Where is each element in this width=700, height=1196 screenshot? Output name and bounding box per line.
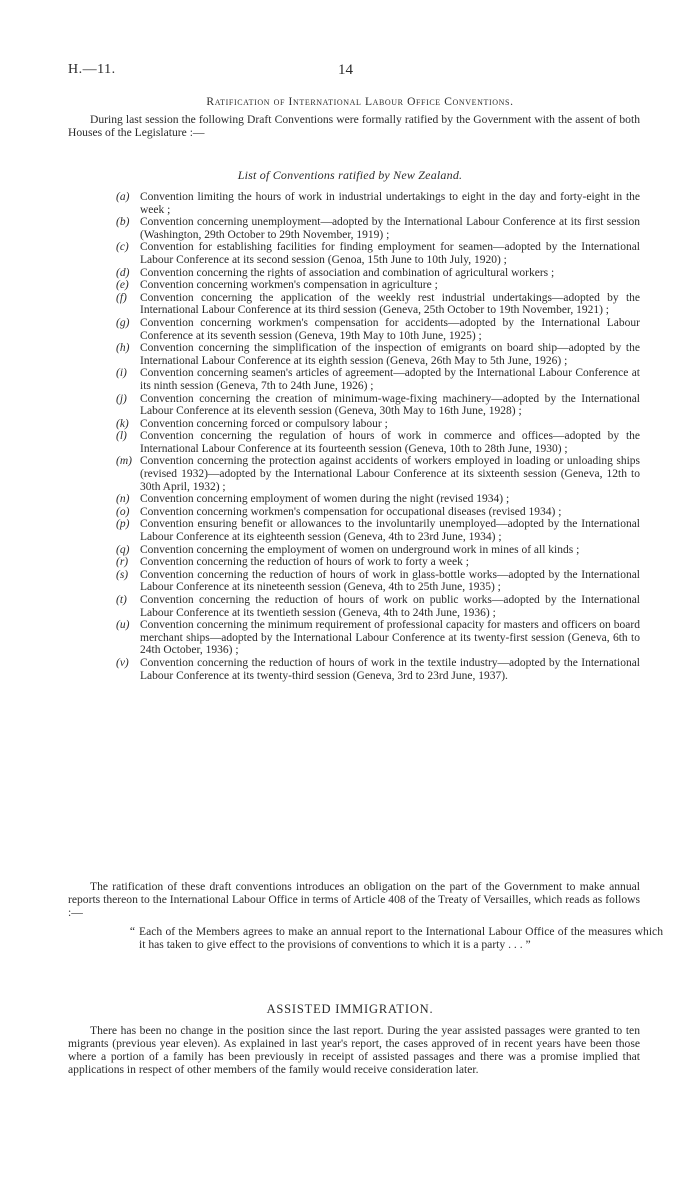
convention-item [116,317,640,342]
convention-item [116,556,640,569]
convention-text: Convention concerning employment of women during the night (revised 1934) ; [140,493,510,506]
document-reference: H.—11. [68,62,116,77]
convention-item [116,279,640,292]
convention-text: Convention concerning the employment of women on underground work in mines of all kinds ; [140,543,580,556]
convention-item [116,506,640,519]
convention-letter: (e) [116,279,129,292]
convention-item [116,267,640,280]
convention-text: Convention concerning the creation of minimum-wage-fixing machinery—adopted by the International Labour Conference at its eleventh session (Geneva, 30th May to 16th June, 1928) ; [140,392,640,418]
convention-letter: (l) [116,430,127,443]
convention-letter: (a) [116,191,130,203]
convention-letter: (m) [116,455,132,468]
convention-text: Convention concerning the application of the weekly rest industrial undertakings—adopted by the International Labour Conference at its third session (Geneva, 25th October to 19th November, 1921) ; [140,291,640,317]
convention-letter: (n) [116,493,130,506]
convention-text: Convention limiting the hours of work in industrial undertakings to eight in the day and forty-eight in the week ; [140,191,640,216]
convention-text: Convention concerning workmen's compensation for occupational diseases (revised 1934) ; [140,505,562,518]
convention-item [116,657,640,682]
convention-item [116,544,640,557]
convention-item [116,393,640,418]
convention-item [116,518,640,543]
convention-text: Convention concerning the regulation of hours of work in commerce and offices—adopted by the International Labour Conference at its fourteenth session (Geneva, 10th to 28th June, 1930) ; [140,430,640,455]
convention-text: Convention concerning the reduction of hours of work in the textile industry—adopted by the International Labour Conference at its twenty-third session (Geneva, 3rd to 23rd June, 1937). [140,656,640,682]
convention-item [116,430,640,455]
convention-letter: (k) [116,417,129,430]
convention-letter: (v) [116,656,129,669]
treaty-quote [115,925,663,951]
convention-item [116,292,640,317]
page-number: 14 [338,62,353,78]
convention-text: Convention concerning workmen's compensation in agriculture ; [140,279,438,292]
convention-text: Convention ensuring benefit or allowances to the involuntarily unemployed—adopted by the International Labour Conference at its eighteenth session (Geneva, 4th to 23rd June, 1934) ; [140,518,640,544]
convention-text: Convention concerning the reduction of hours of work to forty a week ; [140,556,469,569]
convention-text: Convention concerning the protection against accidents of workers employed in loading or unloading ships (revised 1932)—adopted by the International Labour Conference at its sixteenth session (Geneva, 12th to 30th April, 1932) ; [140,455,640,493]
convention-item [116,367,640,392]
section-title-immigration: ASSISTED IMMIGRATION. [266,1002,434,1016]
quote-open-mark: “ [129,925,135,938]
conventions-list-title: List of Conventions ratified by New Zealand. [237,168,463,182]
convention-item [116,569,640,594]
convention-item [116,241,640,266]
convention-item [116,342,640,367]
convention-item [116,418,640,431]
convention-letter: (s) [116,568,129,581]
convention-text: Convention concerning seamen's articles of agreement—adopted by the International Labour Conference at its ninth session (Geneva, 7th to 24th June, 1926) ; [140,367,640,392]
convention-letter: (b) [116,216,130,229]
convention-text: Convention for establishing facilities for finding employment for seamen—adopted by the International Labour Conference at its second session (Genoa, 15th June to 10th July, 1920) ; [140,241,640,266]
convention-letter: (u) [116,619,130,632]
convention-letter: (g) [116,316,130,329]
convention-text: Convention concerning the simplification of the inspection of emigrants on board ship—adopted by the International Labour Conference at its eighth session (Geneva, 26th May to 5th June, 1926) ; [140,342,640,367]
immigration-paragraph: There has been no change in the position since the last report. During the year assisted passages were granted to ten migrants (previous year eleven). As explained in last year's report, the cases approved of in recent years have been those where a portion of a family has been previously in receipt of assisted passages and there was a promise implied that applications in respect of other members of the family would receive consideration later. [68,1024,640,1076]
convention-text: Convention concerning the reduction of hours of work on public works—adopted by the International Labour Conference at its twentieth session (Geneva, 4th to 24th June, 1936) ; [140,594,640,619]
convention-letter: (j) [116,392,127,405]
convention-letter: (c) [116,241,129,254]
convention-letter: (r) [116,556,129,569]
convention-letter: (d) [116,266,130,279]
convention-item [116,493,640,506]
convention-letter: (f) [116,291,127,304]
convention-text: Convention concerning unemployment—adopted by the International Labour Conference at its first session (Washington, 29th October to 29th November, 1919) ; [140,216,640,241]
convention-text: Convention concerning the reduction of hours of work in glass-bottle works—adopted by the International Labour Conference at its nineteenth session (Geneva, 4th to 25th June, 1935) ; [140,568,640,594]
conventions-list [116,191,640,682]
convention-letter: (t) [116,594,127,606]
convention-letter: (p) [116,518,130,531]
convention-item [116,216,640,241]
convention-text: Convention concerning forced or compulsory labour ; [140,417,388,430]
convention-item [116,455,640,493]
convention-item [116,594,640,619]
convention-letter: (q) [116,543,130,556]
convention-item [116,191,640,216]
convention-letter: (o) [116,505,130,518]
obligation-paragraph: The ratification of these draft conventions introduces an obligation on the part of the Government to make annual reports thereon to the International Labour Office in terms of Article 408 of the Treaty of Versailles, which reads as follows :— [68,880,640,919]
convention-text: Convention concerning workmen's compensation for accidents—adopted by the International Labour Conference at its seventh session (Geneva, 19th May to 10th June, 1925) ; [140,316,640,342]
convention-letter: (h) [116,342,130,355]
convention-text: Convention concerning the minimum requirement of professional capacity for masters and officers on board merchant ships—adopted by the International Labour Conference at its twenty-first session (Geneva, 6th to 24th October, 1936) ; [140,619,640,657]
ratification-intro-paragraph: During last session the following Draft Conventions were formally ratified by the Government with the assent of both Houses of the Legislature :— [68,113,640,139]
section-title-ratification: Ratification of International Labour Office Conventions. [206,96,514,108]
convention-item [116,619,640,657]
convention-text: Convention concerning the rights of association and combination of agricultural workers ; [140,266,555,279]
treaty-quote-text: Each of the Members agrees to make an annual report to the International Labour Office of the measures which it has taken to give effect to the provisions of conventions to which it is a party . . . ” [139,925,663,951]
convention-letter: (i) [116,367,127,380]
